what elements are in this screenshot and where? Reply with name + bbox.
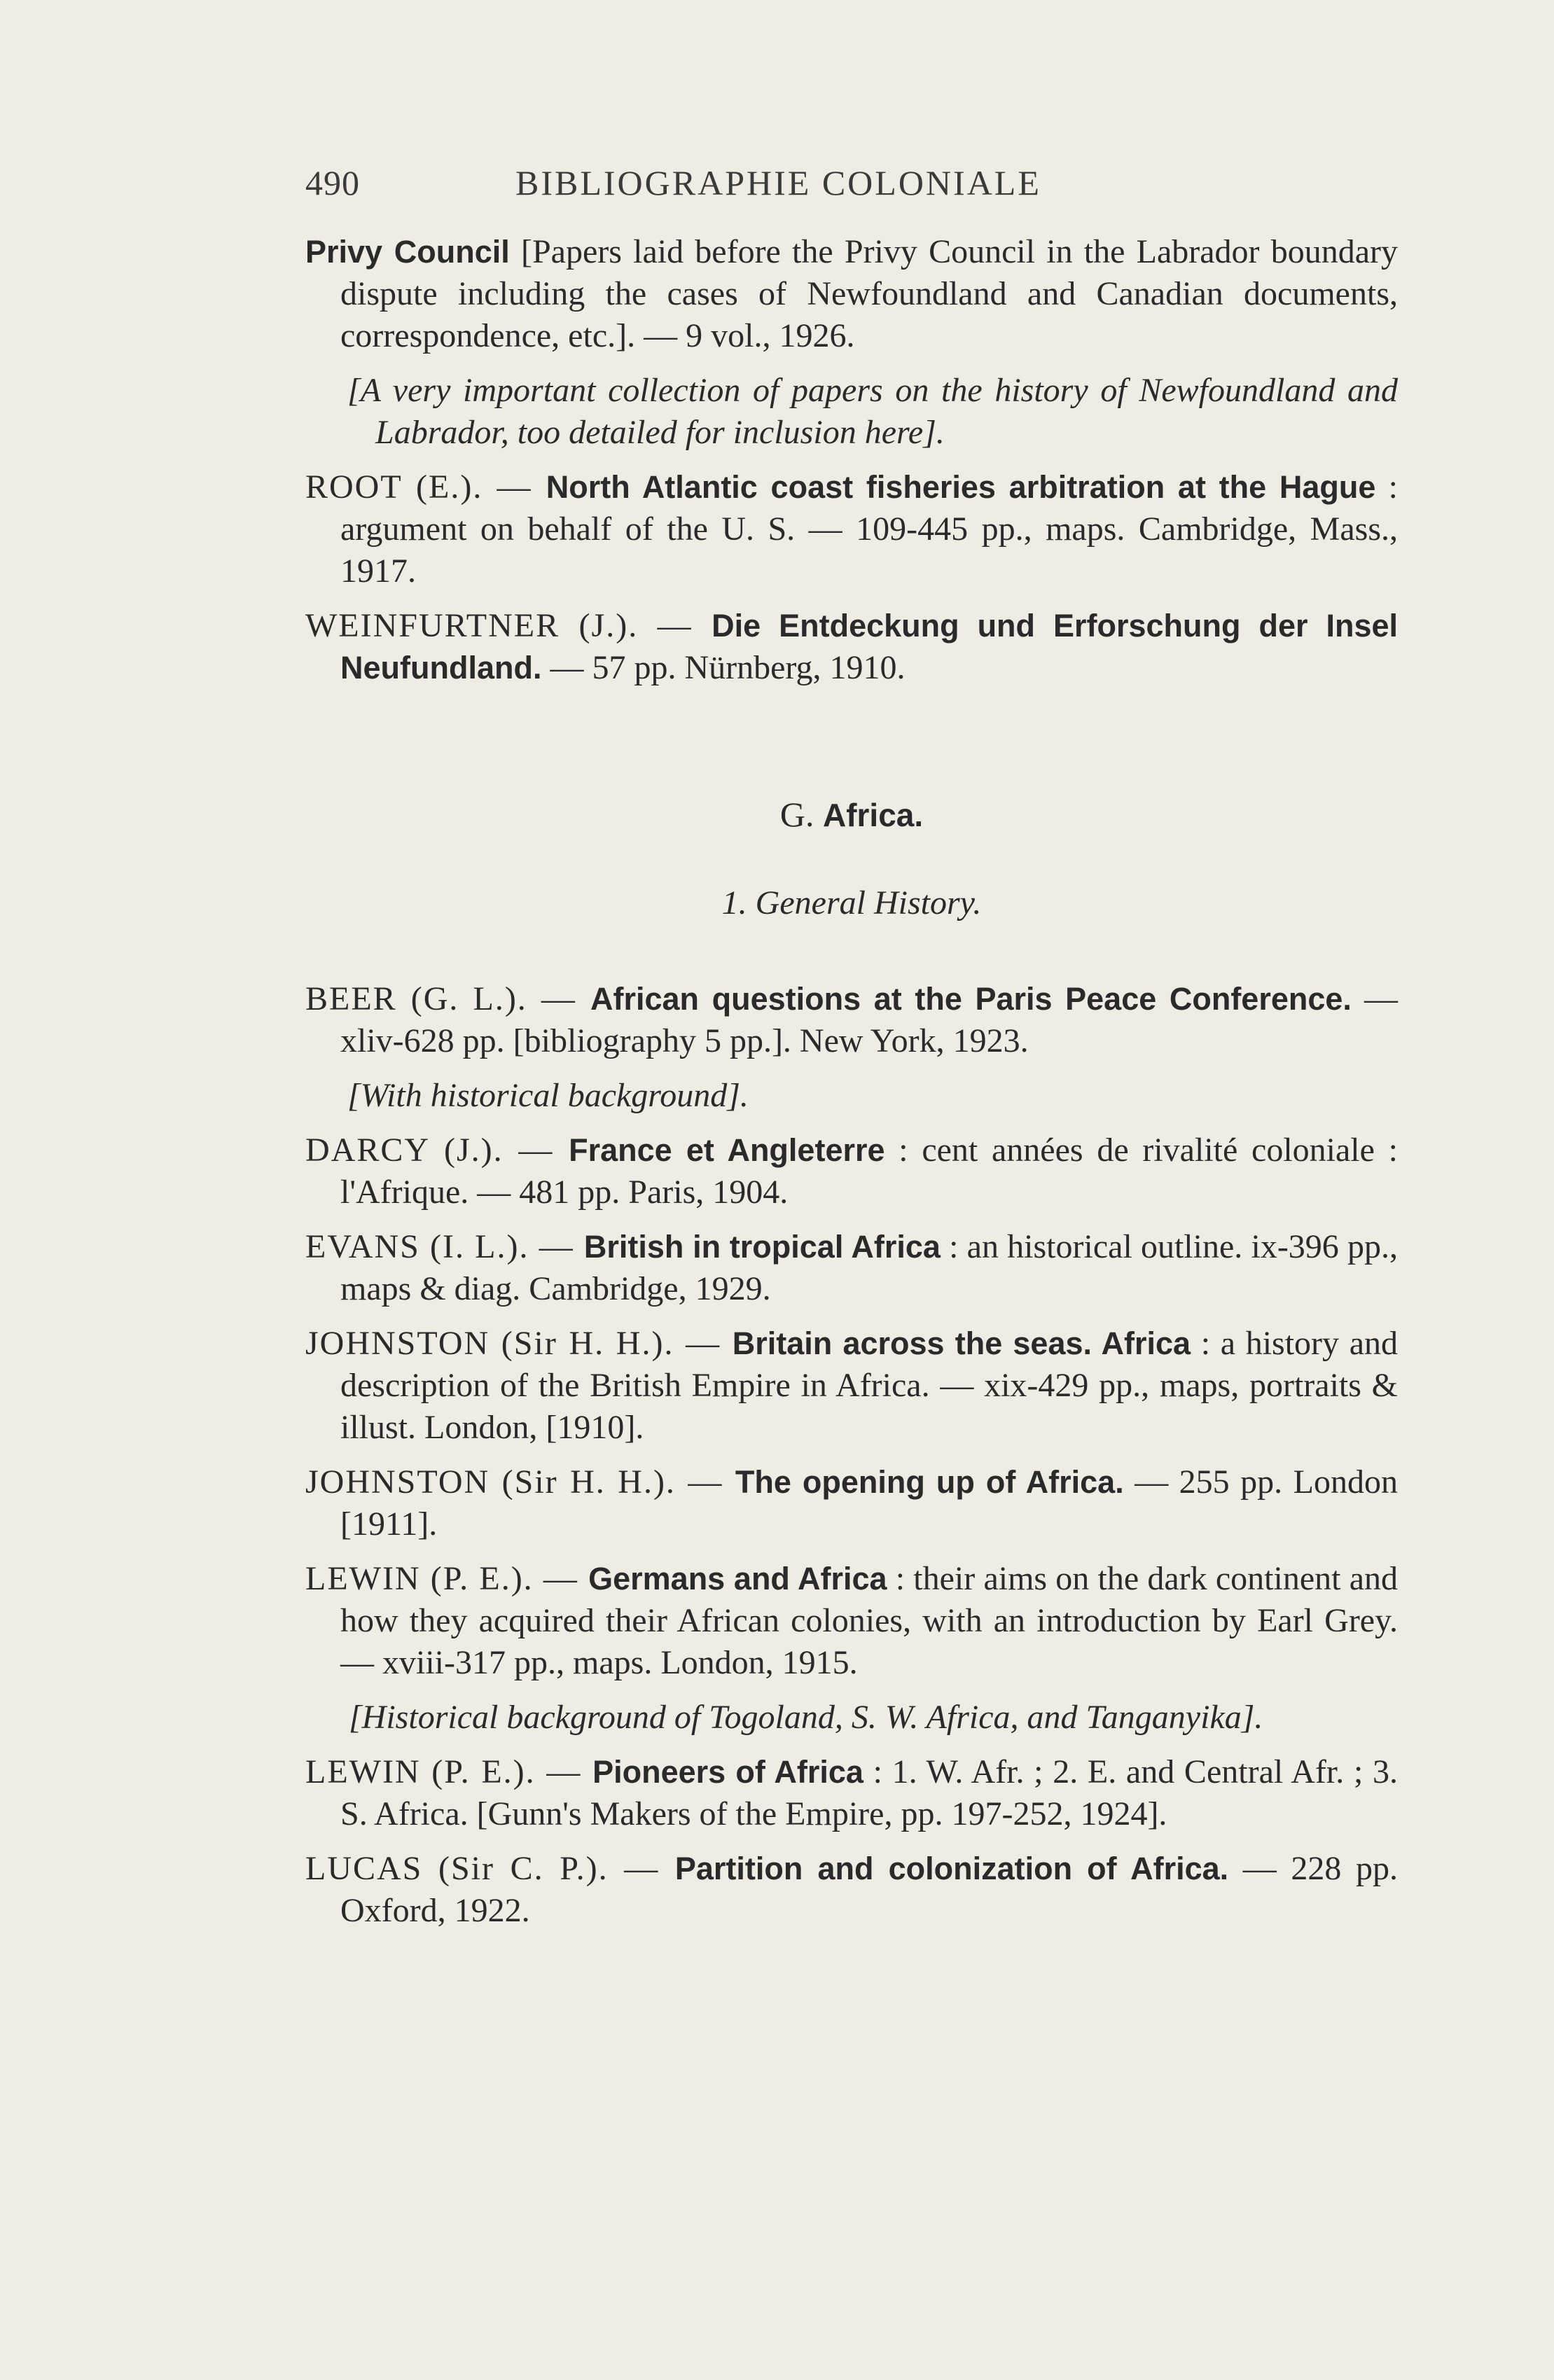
bibliography-entry	[305, 466, 1398, 592]
entry-details: [Papers laid before the Privy Council in the Labrador boundary dispute including the cases of Newfoundland and Canadian documents, correspondence, etc.]. — 9 vol., 1926.	[340, 233, 1399, 354]
entry-author: JOHNSTON (Sir H. H.). —	[305, 1325, 733, 1362]
entry-details: : a history and description of the British Empire in Africa. — xix-429 pp., maps, portraits & illust. London, [1910].	[340, 1325, 1398, 1446]
entry-details: — 255 pp. London [1911].	[340, 1463, 1398, 1543]
section-title: Africa.	[822, 797, 924, 833]
entry-author: ROOT (E.). —	[305, 468, 546, 506]
page	[305, 162, 1398, 1944]
bibliography-entry	[305, 978, 1398, 1062]
entry-author: EVANS (I. L.). —	[305, 1228, 584, 1265]
entry-note: [A very important collection of papers on the history of Newfoundland and Labrador, too detailed for inclusion here].	[347, 372, 1398, 451]
entry-details: : cent années de rivalité coloniale : l'Afrique. — 481 pp. Paris, 1904.	[340, 1132, 1399, 1211]
entry-author: JOHNSTON (Sir H. H.). —	[305, 1463, 735, 1501]
entry-title: North Atlantic coast fisheries arbitration at the Hague	[546, 469, 1376, 505]
entry-title: Privy Council	[305, 234, 510, 270]
entry-title: Die Entdeckung und Erforschung der Insel Neufundland.	[340, 608, 1398, 686]
subsection-heading: 1. General History.	[721, 884, 982, 921]
entry-details: — 57 pp. Nürnberg, 1910.	[541, 649, 906, 686]
entry-title: The opening up of Africa.	[735, 1464, 1124, 1500]
entry-note: [With historical background].	[347, 1077, 749, 1114]
entry-author: WEINFURTNER (J.). —	[305, 607, 712, 644]
bibliography-entry	[305, 1323, 1398, 1449]
section-heading	[305, 794, 1398, 835]
entry-title: African questions at the Paris Peace Conference.	[590, 981, 1352, 1017]
running-header	[305, 162, 1398, 203]
entry-title: Britain across the seas. Africa	[732, 1325, 1191, 1361]
entry-details: — xliv-628 pp. [bibliography 5 pp.]. New York, 1923.	[340, 980, 1399, 1059]
entry-author: LEWIN (P. E.). —	[305, 1560, 589, 1597]
entry-author: DARCY (J.). —	[305, 1132, 569, 1169]
entry-details: — 228 pp. Oxford, 1922.	[340, 1850, 1399, 1929]
bibliography-entry	[305, 1558, 1398, 1684]
bibliography-entry	[305, 1461, 1398, 1545]
entry-title: France et Angleterre	[569, 1132, 885, 1168]
entry-author: LUCAS (Sir C. P.). —	[305, 1850, 675, 1887]
bibliography-entry	[305, 1751, 1398, 1835]
bibliography-entry	[305, 231, 1398, 357]
entry-author: BEER (G. L.). —	[305, 980, 590, 1017]
bibliography-entry	[305, 1226, 1398, 1310]
entry-details: : argument on behalf of the U. S. — 109-445 pp., maps. Cambridge, Mass., 1917.	[340, 468, 1399, 590]
entry-title: Germans and Africa	[588, 1561, 887, 1596]
entry-details: : their aims on the dark continent and how they acquired their African colonies, with an introduction by Earl Grey. — xviii-317 pp., maps. London, 1915.	[340, 1560, 1398, 1681]
entry-details: : an historical outline. ix-396 pp., maps & diag. Cambridge, 1929.	[340, 1228, 1399, 1307]
entry-title: Partition and colonization of Africa.	[674, 1851, 1229, 1886]
bibliography-entry	[305, 1129, 1398, 1213]
page-number: 490	[305, 163, 360, 202]
entry-author: LEWIN (P. E.). —	[305, 1753, 593, 1790]
entry-title: British in tropical Africa	[583, 1229, 941, 1265]
bibliography-entry	[305, 605, 1398, 689]
entry-note: [Historical background of Togoland, S. W. Africa, and Tanganyika].	[349, 1699, 1263, 1736]
section-letter: G.	[779, 795, 823, 834]
entry-title: Pioneers of Africa	[592, 1754, 863, 1790]
entry-details: : 1. W. Afr. ; 2. E. and Central Afr. ; 3. S. Africa. [Gunn's Makers of the Empire, pp. 197-252, 1924].	[340, 1753, 1398, 1832]
bibliography-entry	[305, 1848, 1398, 1932]
running-title: BIBLIOGRAPHIE COLONIALE	[515, 163, 1041, 202]
